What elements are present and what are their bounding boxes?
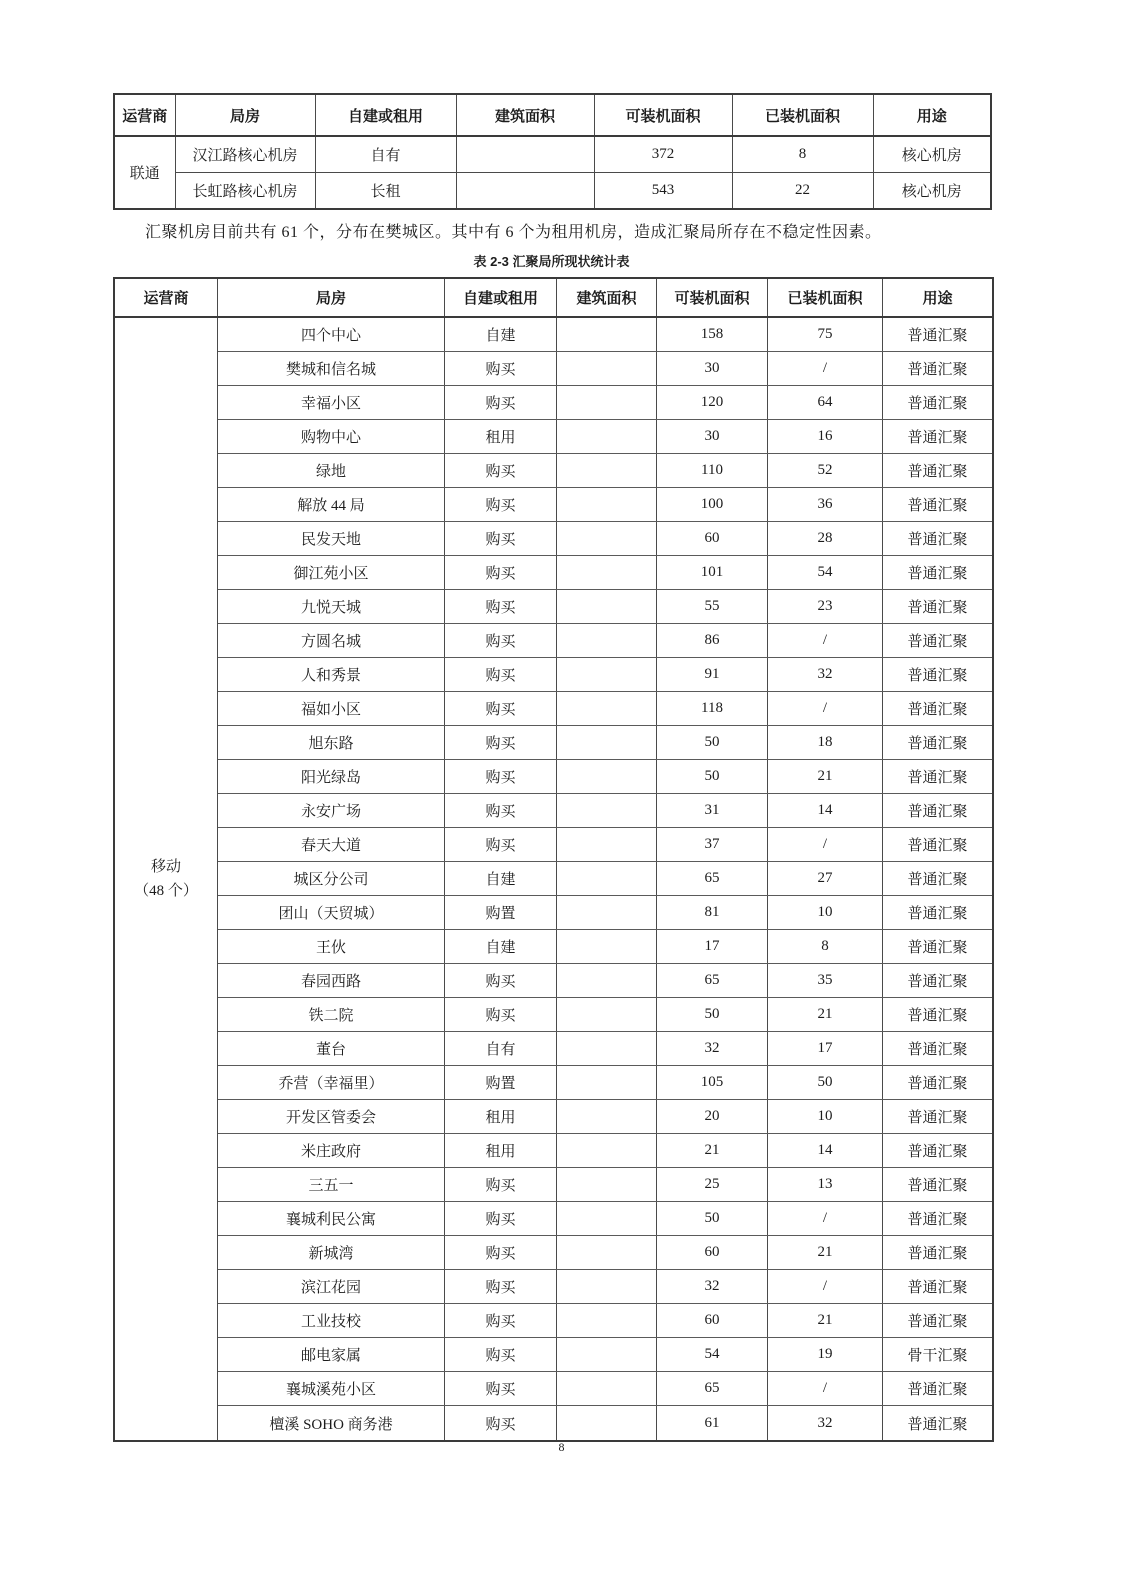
table-header-row: [115, 279, 992, 318]
build-or-rent-cell: 自建: [445, 318, 557, 351]
building-area-cell: [557, 318, 657, 351]
installed-area-cell: 54: [768, 556, 883, 589]
build-or-rent-cell: 购买: [445, 1338, 557, 1371]
table-row: [218, 760, 992, 794]
installed-area-cell: /: [768, 352, 883, 385]
installable-area-cell: 17: [657, 930, 768, 963]
build-or-rent-cell: 购买: [445, 1406, 557, 1440]
table-cell: 核心机房: [873, 136, 991, 173]
building-area-cell: [557, 760, 657, 793]
usage-cell: 普通汇聚: [907, 1178, 968, 1194]
build-or-rent-cell: 租用: [445, 420, 557, 453]
column-header: 局房: [175, 94, 315, 136]
installed-area-cell: /: [768, 1202, 883, 1235]
build-or-rent-cell: 购买: [445, 794, 557, 827]
installed-area-cell: 75: [768, 318, 883, 351]
build-or-rent-cell: 购买: [445, 1202, 557, 1235]
building-area-cell: [557, 624, 657, 657]
table-row: [218, 556, 992, 590]
build-or-rent-cell: 购买: [445, 488, 557, 521]
usage-cell: 普通汇聚: [907, 736, 968, 752]
installed-area-cell: 21: [768, 1236, 883, 1269]
usage-cell: 普通汇聚: [907, 498, 968, 514]
table-row: [218, 1304, 992, 1338]
building-area-cell: [557, 522, 657, 555]
column-header: 可装机面积: [657, 279, 768, 316]
build-or-rent-cell: 租用: [445, 1134, 557, 1167]
room-name-cell: 乔营（幸福里）: [218, 1066, 445, 1099]
column-header: 已装机面积: [768, 279, 883, 316]
installed-area-cell: 32: [768, 658, 883, 691]
installed-area-cell: 14: [768, 794, 883, 827]
usage-cell: 普通汇聚: [907, 872, 968, 888]
building-area-cell: [557, 488, 657, 521]
room-name-cell: 团山（天贸城）: [218, 896, 445, 929]
build-or-rent-cell: 租用: [445, 1100, 557, 1133]
body-paragraph: 汇聚机房目前共有 61 个，分布在樊城区。其中有 6 个为租用机房，造成汇聚局所存在不稳定性因素。: [145, 224, 882, 241]
installable-area-cell: 61: [657, 1406, 768, 1440]
column-header: 运营商: [115, 279, 218, 316]
build-or-rent-cell: 购置: [445, 896, 557, 929]
build-or-rent-cell: 购买: [445, 1304, 557, 1337]
table-row: [218, 454, 992, 488]
room-name-cell: 王伙: [218, 930, 445, 963]
room-name-cell: 人和秀景: [218, 658, 445, 691]
room-name-cell: 新城湾: [218, 1236, 445, 1269]
installable-area-cell: 30: [657, 352, 768, 385]
table-row: [218, 522, 992, 556]
installed-area-cell: 14: [768, 1134, 883, 1167]
column-header: 局房: [218, 279, 445, 316]
usage-cell: 普通汇聚: [907, 906, 968, 922]
installable-area-cell: 120: [657, 386, 768, 419]
operator-name: 移动: [150, 859, 181, 875]
usage-cell: 普通汇聚: [907, 804, 968, 820]
table-row: [218, 930, 992, 964]
column-header: 已装机面积: [732, 94, 873, 136]
room-name-cell: 三五一: [218, 1168, 445, 1201]
unicom-core-rooms-table: [113, 93, 992, 210]
installed-area-cell: 35: [768, 964, 883, 997]
column-header: 可装机面积: [594, 94, 732, 136]
build-or-rent-cell: 购买: [445, 590, 557, 623]
table-cell: 8: [732, 136, 873, 173]
installable-area-cell: 32: [657, 1270, 768, 1303]
usage-cell: 普通汇聚: [907, 838, 968, 854]
build-or-rent-cell: 购买: [445, 352, 557, 385]
building-area-cell: [557, 1032, 657, 1065]
table-row: [218, 1032, 992, 1066]
page-number: 8: [558, 1440, 565, 1454]
table-row: [218, 1372, 992, 1406]
building-area-cell: [557, 1202, 657, 1235]
building-area-cell: [557, 1134, 657, 1167]
installed-area-cell: 21: [768, 760, 883, 793]
table-row: [218, 862, 992, 896]
installed-area-cell: 17: [768, 1032, 883, 1065]
column-header: 建筑面积: [557, 279, 657, 316]
installable-area-cell: 50: [657, 1202, 768, 1235]
table-row: [218, 386, 992, 420]
installed-area-cell: 23: [768, 590, 883, 623]
table-cell: 372: [594, 136, 732, 173]
room-name-cell: 购物中心: [218, 420, 445, 453]
building-area-cell: [557, 794, 657, 827]
build-or-rent-cell: 自有: [445, 1032, 557, 1065]
table-row: [218, 1100, 992, 1134]
column-header: 运营商: [114, 94, 175, 136]
installed-area-cell: /: [768, 692, 883, 725]
table-cell: 长租: [315, 173, 456, 210]
usage-cell: 普通汇聚: [907, 1416, 968, 1433]
building-area-cell: [557, 828, 657, 861]
building-area-cell: [557, 1338, 657, 1371]
installable-area-cell: 50: [657, 998, 768, 1031]
build-or-rent-cell: 购买: [445, 1270, 557, 1303]
usage-cell: 普通汇聚: [907, 1382, 968, 1398]
operator-cell: 联通: [114, 136, 175, 209]
usage-cell: 普通汇聚: [907, 362, 968, 378]
installed-area-cell: 64: [768, 386, 883, 419]
installable-area-cell: 65: [657, 964, 768, 997]
building-area-cell: [557, 590, 657, 623]
installable-area-cell: 60: [657, 1304, 768, 1337]
table-cell: [456, 136, 594, 173]
room-name-cell: 幸福小区: [218, 386, 445, 419]
usage-cell: 普通汇聚: [907, 566, 968, 582]
installed-area-cell: 36: [768, 488, 883, 521]
table-cell: 543: [594, 173, 732, 210]
building-area-cell: [557, 556, 657, 589]
usage-cell: 普通汇聚: [907, 532, 968, 548]
aggregation-rooms-table: [113, 277, 994, 1442]
build-or-rent-cell: 购买: [445, 726, 557, 759]
table-cell: 22: [732, 173, 873, 210]
installable-area-cell: 30: [657, 420, 768, 453]
installable-area-cell: 50: [657, 760, 768, 793]
build-or-rent-cell: 购买: [445, 964, 557, 997]
installable-area-cell: 37: [657, 828, 768, 861]
table-cell: 核心机房: [873, 173, 991, 210]
usage-cell: 普通汇聚: [907, 1008, 968, 1024]
table-row: [218, 692, 992, 726]
room-name-cell: 解放 44 局: [218, 488, 445, 521]
installed-area-cell: 18: [768, 726, 883, 759]
installed-area-cell: 19: [768, 1338, 883, 1371]
installed-area-cell: 28: [768, 522, 883, 555]
usage-cell: 普通汇聚: [907, 328, 968, 344]
installable-area-cell: 54: [657, 1338, 768, 1371]
table-row: [114, 173, 991, 210]
building-area-cell: [557, 930, 657, 963]
usage-cell: 普通汇聚: [907, 634, 968, 650]
usage-cell: 普通汇聚: [907, 464, 968, 480]
usage-cell: 普通汇聚: [907, 1042, 968, 1058]
installed-area-cell: /: [768, 828, 883, 861]
room-name-cell: 襄城利民公寓: [218, 1202, 445, 1235]
installed-area-cell: 16: [768, 420, 883, 453]
build-or-rent-cell: 购买: [445, 1236, 557, 1269]
room-name-cell: 福如小区: [218, 692, 445, 725]
column-header: 用途: [873, 94, 991, 136]
building-area-cell: [557, 1100, 657, 1133]
usage-cell: 普通汇聚: [907, 1212, 968, 1228]
building-area-cell: [557, 1236, 657, 1269]
installed-area-cell: 8: [768, 930, 883, 963]
build-or-rent-cell: 购买: [445, 1372, 557, 1405]
table-row: [218, 726, 992, 760]
table-cell: 自有: [315, 136, 456, 173]
room-name-cell: 滨江花园: [218, 1270, 445, 1303]
installed-area-cell: 21: [768, 1304, 883, 1337]
installable-area-cell: 101: [657, 556, 768, 589]
table-row: [218, 1236, 992, 1270]
installed-area-cell: 27: [768, 862, 883, 895]
table-row: [218, 964, 992, 998]
table-row: [218, 1406, 992, 1440]
installable-area-cell: 91: [657, 658, 768, 691]
building-area-cell: [557, 1168, 657, 1201]
building-area-cell: [557, 1406, 657, 1440]
table-cell: [456, 173, 594, 210]
installed-area-cell: /: [768, 1270, 883, 1303]
installable-area-cell: 100: [657, 488, 768, 521]
room-name-cell: 九悦天城: [218, 590, 445, 623]
installed-area-cell: 52: [768, 454, 883, 487]
installable-area-cell: 31: [657, 794, 768, 827]
usage-cell: 普通汇聚: [907, 1110, 968, 1126]
installed-area-cell: 10: [768, 896, 883, 929]
installed-area-cell: 10: [768, 1100, 883, 1133]
table-row: [218, 590, 992, 624]
build-or-rent-cell: 购买: [445, 454, 557, 487]
usage-cell: 普通汇聚: [907, 600, 968, 616]
installable-area-cell: 50: [657, 726, 768, 759]
build-or-rent-cell: 购买: [445, 828, 557, 861]
installable-area-cell: 60: [657, 522, 768, 555]
table-row: [218, 420, 992, 454]
installable-area-cell: 65: [657, 862, 768, 895]
usage-cell: 普通汇聚: [907, 940, 968, 956]
table-row: [218, 998, 992, 1032]
build-or-rent-cell: 购买: [445, 1168, 557, 1201]
installed-area-cell: /: [768, 624, 883, 657]
building-area-cell: [557, 1270, 657, 1303]
building-area-cell: [557, 1304, 657, 1337]
table-row: [218, 1134, 992, 1168]
table-caption: 表 2-3 汇聚局所现状统计表: [473, 254, 630, 269]
building-area-cell: [557, 454, 657, 487]
building-area-cell: [557, 998, 657, 1031]
usage-cell: 普通汇聚: [907, 702, 968, 718]
building-area-cell: [557, 352, 657, 385]
table-rows: [218, 318, 992, 1440]
installable-area-cell: 65: [657, 1372, 768, 1405]
table-row: [218, 1270, 992, 1304]
room-name-cell: 铁二院: [218, 998, 445, 1031]
usage-cell: 普通汇聚: [907, 1076, 968, 1092]
installable-area-cell: 81: [657, 896, 768, 929]
usage-cell: 普通汇聚: [907, 1314, 968, 1330]
usage-cell: 普通汇聚: [907, 1144, 968, 1160]
table-row: [218, 828, 992, 862]
table-row: [218, 896, 992, 930]
build-or-rent-cell: 自建: [445, 862, 557, 895]
room-name-cell: 开发区管委会: [218, 1100, 445, 1133]
installed-area-cell: 13: [768, 1168, 883, 1201]
build-or-rent-cell: 购买: [445, 624, 557, 657]
room-name-cell: 春园西路: [218, 964, 445, 997]
building-area-cell: [557, 964, 657, 997]
room-name-cell: 邮电家属: [218, 1338, 445, 1371]
room-name-cell: 四个中心: [218, 318, 445, 351]
table-row: [218, 352, 992, 386]
build-or-rent-cell: 购买: [445, 692, 557, 725]
building-area-cell: [557, 420, 657, 453]
room-name-cell: 旭东路: [218, 726, 445, 759]
usage-cell: 普通汇聚: [907, 430, 968, 446]
room-name-cell: 春天大道: [218, 828, 445, 861]
table-row: [218, 658, 992, 692]
table-row: [218, 624, 992, 658]
room-name-cell: 绿地: [218, 454, 445, 487]
installed-area-cell: 50: [768, 1066, 883, 1099]
operator-cell: [115, 318, 218, 1440]
room-name-cell: 御江苑小区: [218, 556, 445, 589]
usage-cell: 普通汇聚: [907, 770, 968, 786]
usage-cell: 普通汇聚: [907, 1280, 968, 1296]
room-name-cell: 民发天地: [218, 522, 445, 555]
installable-area-cell: 118: [657, 692, 768, 725]
installable-area-cell: 110: [657, 454, 768, 487]
column-header: 自建或租用: [445, 279, 557, 316]
building-area-cell: [557, 726, 657, 759]
room-name-cell: 工业技校: [218, 1304, 445, 1337]
installable-area-cell: 86: [657, 624, 768, 657]
building-area-cell: [557, 1372, 657, 1405]
installable-area-cell: 60: [657, 1236, 768, 1269]
building-area-cell: [557, 1066, 657, 1099]
table-row: [218, 1168, 992, 1202]
building-area-cell: [557, 386, 657, 419]
build-or-rent-cell: 购买: [445, 386, 557, 419]
installable-area-cell: 105: [657, 1066, 768, 1099]
build-or-rent-cell: 自建: [445, 930, 557, 963]
build-or-rent-cell: 购买: [445, 998, 557, 1031]
column-header: 自建或租用: [315, 94, 456, 136]
installable-area-cell: 21: [657, 1134, 768, 1167]
table-row: [218, 1338, 992, 1372]
installed-area-cell: 32: [768, 1406, 883, 1440]
table-row: [218, 1066, 992, 1100]
room-name-cell: 永安广场: [218, 794, 445, 827]
installed-area-cell: 21: [768, 998, 883, 1031]
building-area-cell: [557, 692, 657, 725]
room-name-cell: 米庄政府: [218, 1134, 445, 1167]
table-row: [218, 318, 992, 352]
room-name-cell: 樊城和信名城: [218, 352, 445, 385]
room-name-cell: 方圆名城: [218, 624, 445, 657]
column-header: 建筑面积: [456, 94, 594, 136]
usage-cell: 普通汇聚: [907, 974, 968, 990]
build-or-rent-cell: 购买: [445, 658, 557, 691]
table-cell: 长虹路核心机房: [175, 173, 315, 210]
operator-count: （48 个）: [134, 883, 198, 899]
build-or-rent-cell: 购买: [445, 760, 557, 793]
usage-cell: 普通汇聚: [907, 668, 968, 684]
build-or-rent-cell: 购买: [445, 556, 557, 589]
usage-cell: 普通汇聚: [907, 1246, 968, 1262]
building-area-cell: [557, 896, 657, 929]
column-header: 用途: [922, 290, 953, 307]
room-name-cell: 襄城溪苑小区: [218, 1372, 445, 1405]
usage-cell: 普通汇聚: [907, 396, 968, 412]
room-name-cell: 檀溪 SOHO 商务港: [218, 1406, 445, 1440]
table-header-row: [114, 94, 991, 136]
table-row: [218, 488, 992, 522]
installable-area-cell: 32: [657, 1032, 768, 1065]
installable-area-cell: 25: [657, 1168, 768, 1201]
build-or-rent-cell: 购买: [445, 522, 557, 555]
table-row: [218, 794, 992, 828]
building-area-cell: [557, 658, 657, 691]
room-name-cell: 城区分公司: [218, 862, 445, 895]
installable-area-cell: 20: [657, 1100, 768, 1133]
building-area-cell: [557, 862, 657, 895]
room-name-cell: 董台: [218, 1032, 445, 1065]
table-row: [218, 1202, 992, 1236]
installable-area-cell: 55: [657, 590, 768, 623]
table-cell: 汉江路核心机房: [175, 136, 315, 173]
table-row: [114, 136, 991, 173]
installable-area-cell: 158: [657, 318, 768, 351]
build-or-rent-cell: 购置: [445, 1066, 557, 1099]
room-name-cell: 阳光绿岛: [218, 760, 445, 793]
installed-area-cell: /: [768, 1372, 883, 1405]
usage-cell: 骨干汇聚: [907, 1348, 968, 1364]
